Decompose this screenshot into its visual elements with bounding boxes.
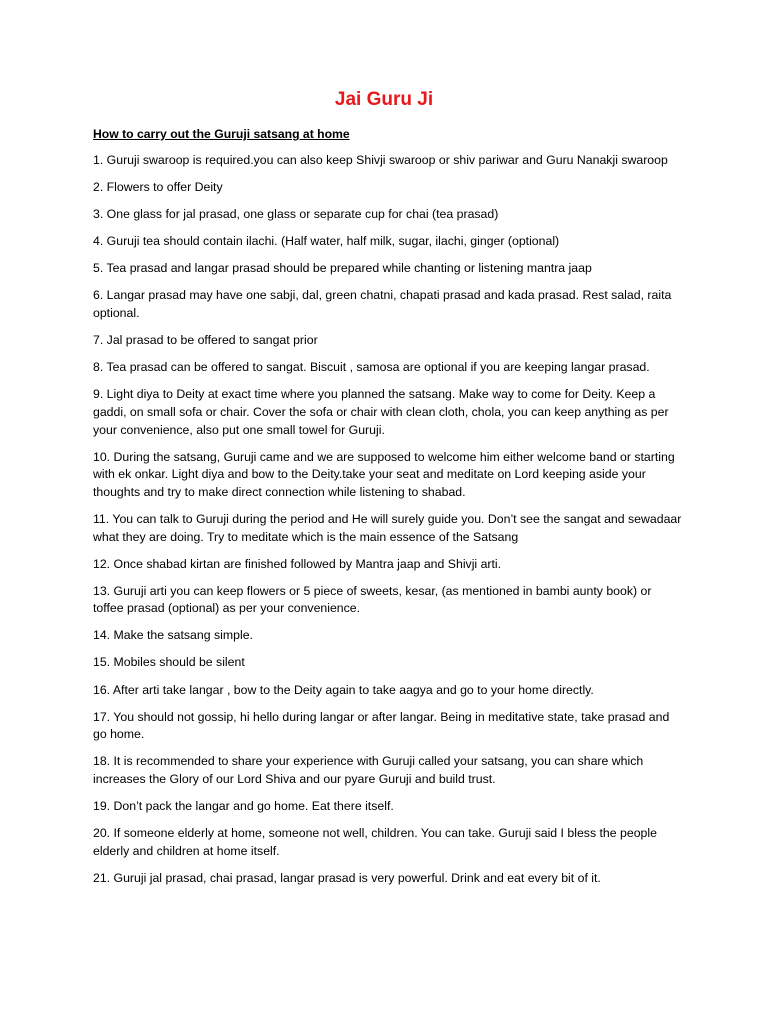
list-item: 21. Guruji jal prasad, chai prasad, langar prasad is very powerful. Drink and eat every bit of it. — [93, 870, 601, 885]
list-item: 12. Once shabad kirtan are finished followed by Mantra jaap and Shivji arti. — [93, 556, 502, 571]
list-item: 16. After arti take langar , bow to the Deity again to take aagya and go to your home directly. — [93, 682, 594, 697]
list-item: 13. Guruji arti you can keep flowers or 5 piece of sweets, kesar, (as mentioned in bambi aunty book) or toffee prasad (optional) as per your convenience. — [93, 583, 652, 616]
page-title: Jai Guru Ji — [334, 89, 434, 110]
list-item: 1. Guruji swaroop is required.you can also keep Shivji swaroop or shiv pariwar and Guru Nanakji swaroop — [93, 153, 668, 167]
list-item: 10. During the satsang, Guruji came and we are supposed to welcome him either welcome band or starting with ek onkar. Light diya and bow to the Deity.take your seat and meditate on Lord keeping aside your thoughts and try to make direct connection while listening to shabad. — [93, 449, 675, 499]
list-item: 2. Flowers to offer Deity — [93, 180, 223, 195]
instruction-list — [93, 152, 683, 897]
list-item: 11. You can talk to Guruji during the period and He will surely guide you. Don’t see the sangat and sewadaar what they are doing. Try to meditate which is the main essence of the Satsang — [93, 511, 682, 544]
list-item: 15. Mobiles should be silent — [93, 655, 245, 670]
section-heading: How to carry out the Guruji satsang at home — [93, 127, 350, 141]
list-item: 3. One glass for jal prasad, one glass or separate cup for chai (tea prasad) — [93, 207, 499, 222]
list-item: 17. You should not gossip, hi hello during langar or after langar. Being in meditative state, take prasad and go home. — [93, 709, 670, 742]
list-item: 14. Make the satsang simple. — [93, 628, 253, 643]
list-item: 18. It is recommended to share your experience with Guruji called your satsang, you can share which increases the Glory of our Lord Shiva and our pyare Guruji and build trust. — [93, 754, 644, 786]
list-item: 7. Jal prasad to be offered to sangat prior — [93, 333, 318, 348]
list-item: 9. Light diya to Deity at exact time where you planned the satsang. Make way to come for Deity. Keep a gaddi, on small sofa or chair. Cover the sofa or chair with clean cloth, chola, you can keep anything as per your convenience, also put one small towel for Guruji. — [93, 387, 669, 437]
list-item: 6. Langar prasad may have one sabji, dal, green chatni, chapati prasad and kada prasad. Rest salad, raita optional. — [93, 288, 672, 321]
list-item: 4. Guruji tea should contain ilachi. (Half water, half milk, sugar, ilachi, ginger (optional) — [93, 234, 560, 249]
list-item: 20. If someone elderly at home, someone not well, children. You can take. Guruji said I bless the people elderly and children at home itself. — [93, 826, 657, 858]
list-item: 5. Tea prasad and langar prasad should be prepared while chanting or listening mantra jaap — [93, 261, 592, 276]
list-item: 8. Tea prasad can be offered to sangat. Biscuit , samosa are optional if you are keeping langar prasad. — [93, 360, 650, 375]
list-item: 19. Don’t pack the langar and go home. Eat there itself. — [93, 799, 394, 814]
